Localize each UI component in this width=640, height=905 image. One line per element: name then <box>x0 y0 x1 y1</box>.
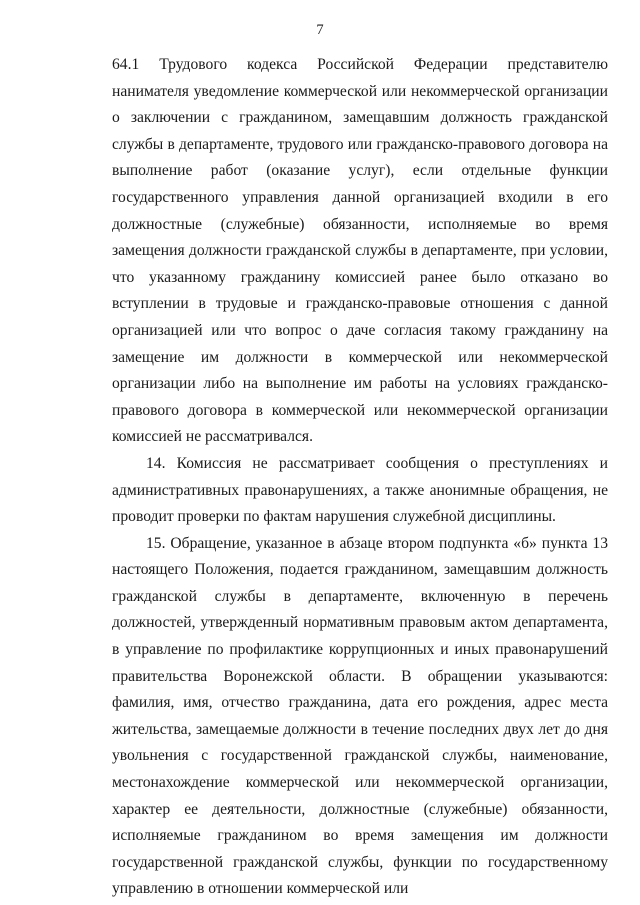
paragraph-clause-14: 14. Комиссия не рассматривает сообщения о преступлениях и административных правонарушениях, а также анонимные обращения, не проводит проверки по фактам нарушения служебной дисциплины. <box>112 454 608 526</box>
page-number: 7 <box>316 22 324 38</box>
paragraph-continuation: 64.1 Трудового кодекса Российской Федерации представителю нанимателя уведомление коммерческой или некоммерческой организации о заключении с гражданином, замещавшим должность гражданской службы в департаменте, трудового или гражданско-правового договора на выполнение работ (оказание услуг), если отдельные функции государственного управления данной организацией входили в его должностные (служебные) обязанности, исполняемые во время замещения должности гражданской службы в департаменте, при условии, что указанному гражданину комиссией ранее было отказано во вступлении в трудовые и гражданско-правовые отношения с данной организацией или что вопрос о даче согласия такому гражданину на замещение им должности в коммерческой или некоммерческой организации либо на выполнение им работы на условиях гражданско-правового договора в коммерческой или некоммерческой организации комиссией не рассматривался. <box>112 56 608 446</box>
paragraph-clause-15: 15. Обращение, указанное в абзаце втором подпункта «б» пункта 13 настоящего Положения, подается гражданином, замещавшим должность гражданской службы в департаменте, включенную в перечень должностей, утвержденный нормативным правовым актом департамента, в управление по профилактике коррупционных и иных правонарушений правительства Воронежской области. В обращении указываются: фамилия, имя, отчество гражданина, дата его рождения, адрес места жительства, замещаемые должности в течение последних двух лет до дня увольнения с государственной гражданской службы, наименование, местонахождение коммерческой или некоммерческой организации, характер ее деятельности, должностные (служебные) обязанности, исполняемые гражданином во время замещения им должности государственной гражданской службы, функции по государственному управлению в отношении коммерческой или <box>112 534 608 898</box>
document-body <box>112 52 608 903</box>
